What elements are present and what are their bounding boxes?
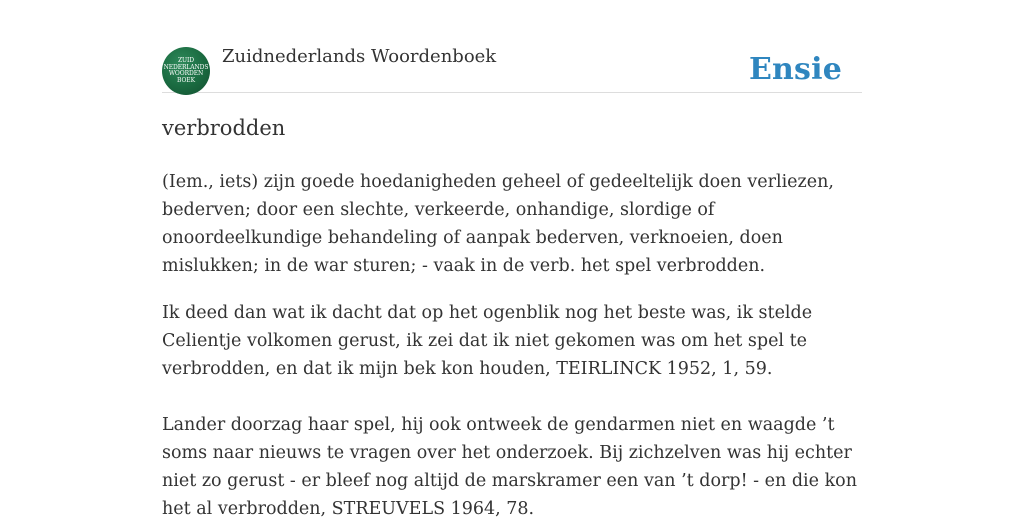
logo-line: BOEK [177,76,195,84]
ensie-brand-link[interactable]: Ensie [748,52,842,87]
logo-line: WOORDEN [168,70,204,77]
dictionary-logo[interactable] [162,47,210,95]
dictionary-name-link[interactable]: Zuidnederlands Woordenboek [222,46,497,67]
example-quote: Lander doorzag haar spel, hij ook ontweek de gendarmen niet en waagde ’t soms naar nieuws te vragen over het onderzoek. Bij zichzelven was hij echter niet zo gerust - er bleef nog altijd de marskramer een van ’t dorp! - en die kon het al verbrodden, STREUVELS 1964, 78. [162,415,857,519]
logo-line: NEDERLANDS [163,63,209,71]
headword: verbrodden [162,116,286,140]
site-header [162,0,862,93]
dictionary-entry-page [162,0,862,519]
example-quote: Ik deed dan wat ik dacht dat op het ogenblik nog het beste was, ik stelde Celientje volkomen gerust, ik zei dat ik niet gekomen was om het spel te verbrodden, en dat ik mijn bek kon houden, TEIRLINCK 1952, 1, 59. [162,303,813,379]
logo-line: ZUID [177,57,194,64]
definition-text: (Iem., iets) zijn goede hoedanigheden geheel of gedeeltelijk doen verliezen, bederven; door een slechte, verkeerde, onhandige, slordige of onoordeelkundige behandeling of aanpak bederven, verknoeien, doen mislukken; in de war sturen; - vaak in de verb. het spel verbrodden. [162,172,834,276]
